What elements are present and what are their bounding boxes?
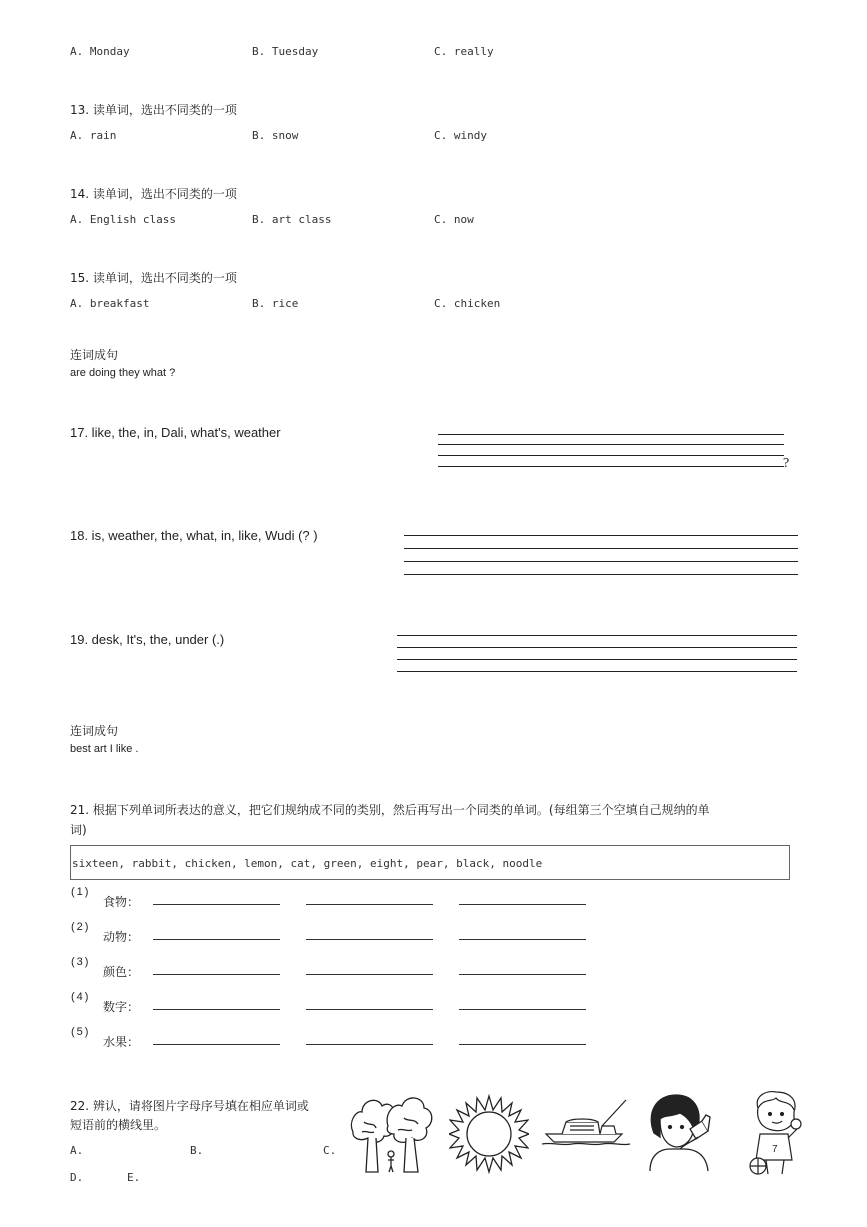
trees-picture xyxy=(348,1092,434,1174)
q22-title-line-1: 22. 辨认，请将图片字母序号填在相应单词或 xyxy=(70,1099,309,1113)
q19-answer-line-2 xyxy=(397,647,797,648)
sun-picture xyxy=(449,1094,529,1174)
q21-category-number: (2) xyxy=(71,921,91,933)
q17-answer-line-2 xyxy=(438,444,784,445)
q19-answer-line-1 xyxy=(397,635,797,636)
q12-option-b: B. Tuesday xyxy=(252,45,319,58)
q21-blank-3[interactable] xyxy=(459,1044,586,1045)
q18-answer-line-1 xyxy=(404,535,798,536)
q22-option-e: E. xyxy=(127,1171,141,1184)
q21-category-label: 食物： xyxy=(103,895,140,909)
q22-option-a: A. xyxy=(70,1144,84,1157)
q21-category-label: 颜色： xyxy=(103,965,140,979)
q18-prompt: 18. is, weather, the, what, in, like, Wudi (? ) xyxy=(70,528,318,543)
q14-option-a: A. English class xyxy=(70,213,176,226)
q21-title-line-1: 21. 根据下列单词所表达的意义，把它们规纳成不同的类别，然后再写出一个同类的单词。(每组第三个空填自己规纳的单 xyxy=(70,803,710,817)
q21-category-label: 水果： xyxy=(103,1035,140,1049)
q20-words: best art I like . xyxy=(70,743,139,755)
q21-blank-2[interactable] xyxy=(306,974,433,975)
q15-option-b: B. rice xyxy=(252,297,299,310)
q21-blank-2[interactable] xyxy=(306,1044,433,1045)
svg-text:7: 7 xyxy=(772,1144,778,1155)
q17-answer-line-3 xyxy=(438,455,784,456)
boat-picture xyxy=(542,1098,632,1148)
q20-heading: 连词成句 xyxy=(70,724,119,738)
q13-option-c: C. windy xyxy=(434,129,487,142)
q22-option-d: D. xyxy=(70,1171,84,1184)
q21-category-number: (4) xyxy=(71,991,91,1003)
q22-option-b: B. xyxy=(190,1144,204,1157)
q14-option-c: C. now xyxy=(434,213,474,226)
q21-category-number: (1) xyxy=(71,886,91,898)
q17-question-mark: ? xyxy=(783,456,790,471)
q19-prompt: 19. desk, It's, the, under (.) xyxy=(70,632,225,647)
boy-basketball-picture xyxy=(746,1090,804,1176)
q21-blank-1[interactable] xyxy=(153,904,280,905)
q21-word-box xyxy=(70,845,790,880)
q12-option-c: C. really xyxy=(434,45,494,58)
q19-answer-line-3 xyxy=(397,659,797,660)
q18-answer-line-3 xyxy=(404,561,798,562)
q22-option-c: C. xyxy=(323,1144,337,1157)
q21-category-label: 数字： xyxy=(103,1000,140,1014)
q21-blank-2[interactable] xyxy=(306,904,433,905)
q21-blank-3[interactable] xyxy=(459,1009,586,1010)
q19-answer-line-4 xyxy=(397,671,797,672)
q21-title-line-2: 词) xyxy=(70,823,87,837)
q12-option-a: A. Monday xyxy=(70,45,130,58)
q15-option-a: A. breakfast xyxy=(70,297,150,310)
q13-option-b: B. snow xyxy=(252,129,299,142)
q14-option-b: B. art class xyxy=(252,213,332,226)
q16-words: are doing they what ? xyxy=(70,367,176,379)
q17-prompt: 17. like, the, in, Dali, what's, weather xyxy=(70,425,281,440)
q21-category-label: 动物： xyxy=(103,930,140,944)
q18-answer-line-4 xyxy=(404,574,798,575)
q16-heading: 连词成句 xyxy=(70,348,119,362)
q21-blank-3[interactable] xyxy=(459,939,586,940)
q13-option-a: A. rain xyxy=(70,129,117,142)
q21-blank-2[interactable] xyxy=(306,1009,433,1010)
q18-answer-line-2 xyxy=(404,548,798,549)
q21-category-number: (5) xyxy=(71,1026,91,1038)
girl-drinking-picture xyxy=(640,1093,720,1173)
q17-answer-line-4 xyxy=(438,466,784,467)
q14-title: 14. 读单词，选出不同类的一项 xyxy=(70,187,237,201)
q22-title-line-2: 短语前的横线里。 xyxy=(70,1118,167,1132)
q21-category-number: (3) xyxy=(71,956,91,968)
q21-blank-3[interactable] xyxy=(459,904,586,905)
q17-answer-line-1 xyxy=(438,434,784,435)
q15-option-c: C. chicken xyxy=(434,297,501,310)
q21-blank-1[interactable] xyxy=(153,939,280,940)
q21-blank-1[interactable] xyxy=(153,1044,280,1045)
q21-blank-2[interactable] xyxy=(306,939,433,940)
q21-blank-3[interactable] xyxy=(459,974,586,975)
q13-title: 13. 读单词，选出不同类的一项 xyxy=(70,103,237,117)
q21-word-list: sixteen, rabbit, chicken, lemon, cat, green, eight, pear, black, noodle xyxy=(72,857,543,870)
q21-blank-1[interactable] xyxy=(153,1009,280,1010)
q15-title: 15. 读单词，选出不同类的一项 xyxy=(70,271,237,285)
q21-blank-1[interactable] xyxy=(153,974,280,975)
